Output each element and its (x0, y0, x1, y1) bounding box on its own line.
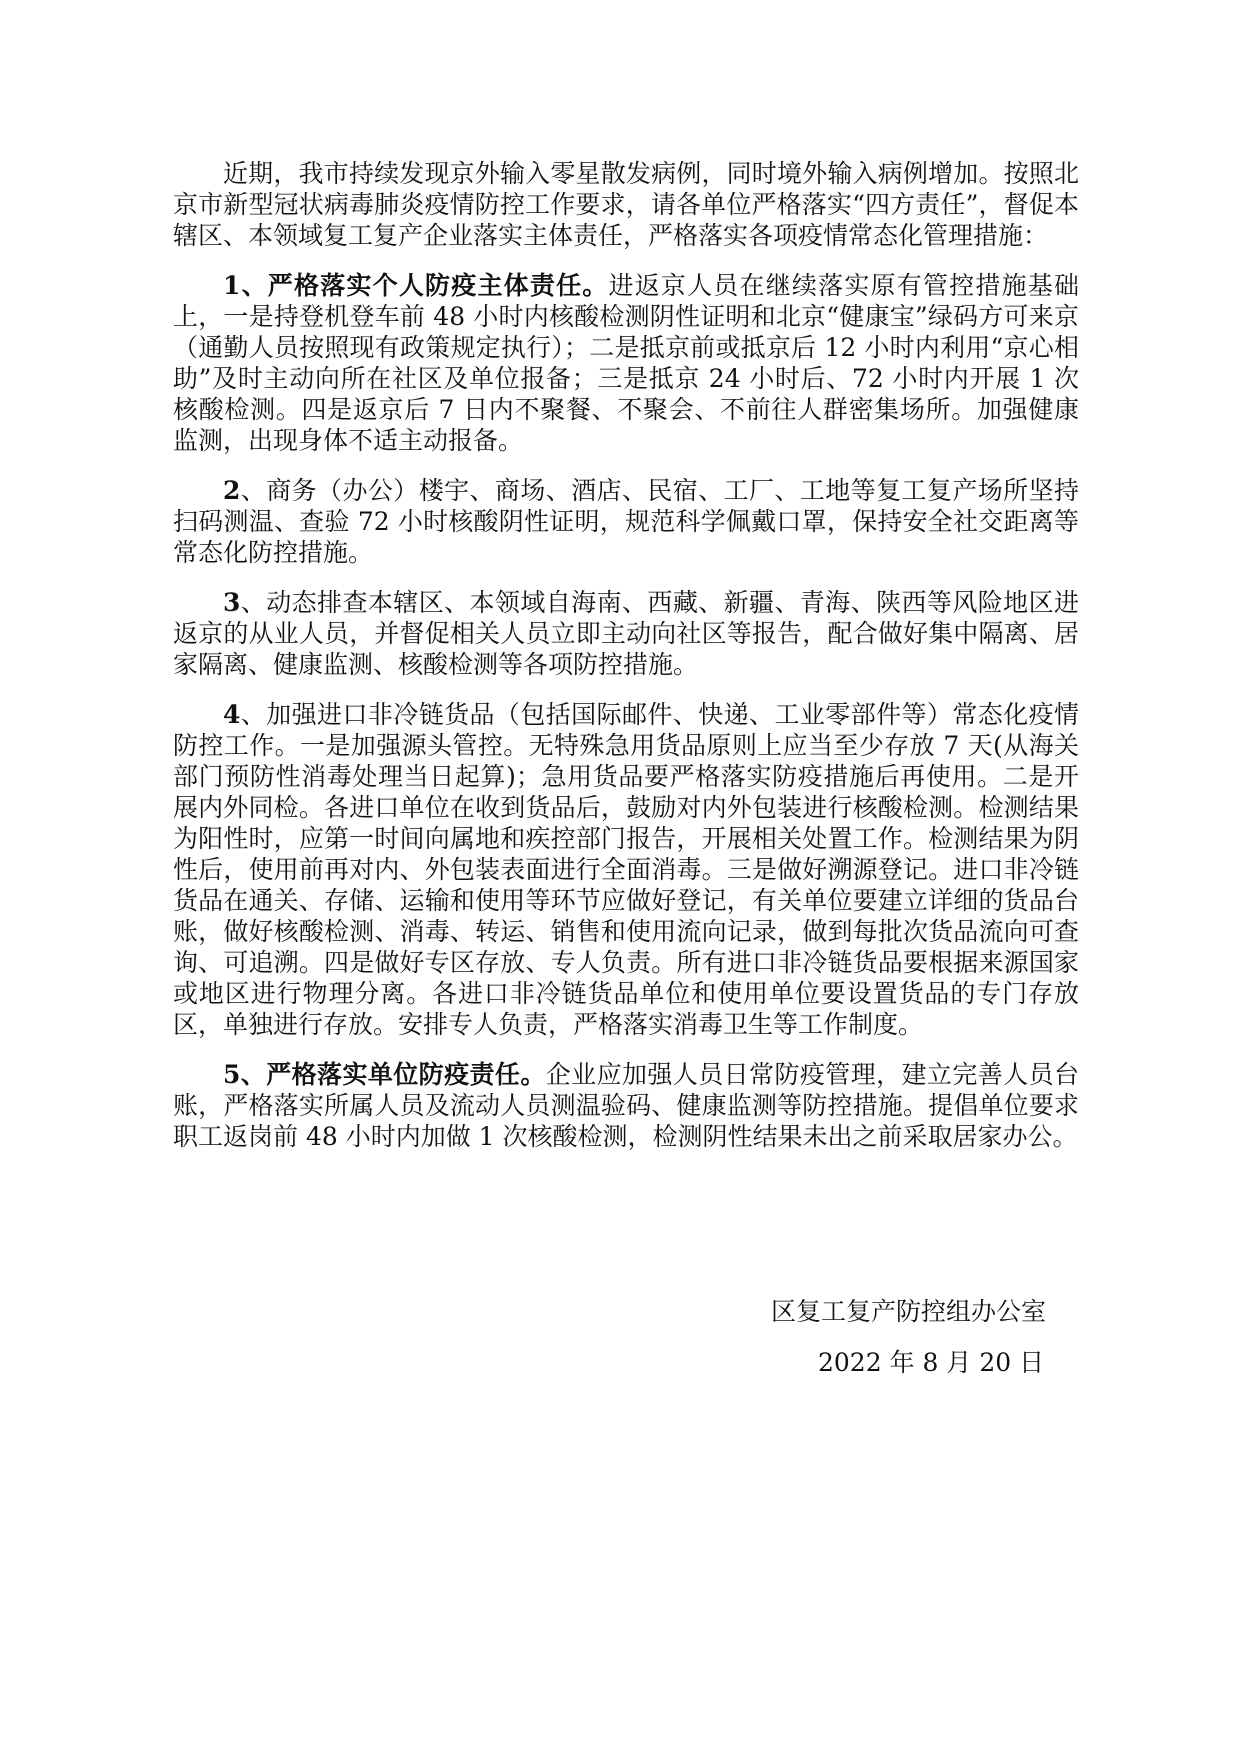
paragraph-lead: 1、严格落实个人防疫主体责任。 (223, 271, 609, 300)
paragraph-intro (173, 158, 1079, 251)
paragraph-text: 、商务（办公）楼宇、商场、酒店、民宿、工厂、工地等复工复产场所坚持扫码测温、查验 72 小时核酸阴性证明，规范科学佩戴口罩，保持安全社交距离等常态化防控措施。 (173, 476, 1079, 567)
paragraph-text: 近期，我市持续发现京外输入零星散发病例，同时境外输入病例增加。按照北京市新型冠状病毒肺炎疫情防控工作要求，请各单位严格落实“四方责任”，督促本辖区、本领域复工复产企业落实主体责任，严格落实各项疫情常态化管理措施： (173, 159, 1079, 250)
paragraph-item-1 (173, 270, 1079, 456)
paragraph-lead: 3 (223, 588, 241, 617)
paragraph-text: 企业应加强人员日常防疫管理，建立完善人员台账，严格落实所属人员及流动人员测温验码、健康监测等防控措施。提倡单位要求职工返岗前 48 小时内加做 1 次核酸检测，检测阴性结果未出之前采取居家办公。 (173, 1060, 1079, 1151)
paragraph-text: 进返京人员在继续落实原有管控措施基础上，一是持登机登车前 48 小时内核酸检测阴性证明和北京“健康宝”绿码方可来京（通勤人员按照现有政策规定执行）；二是抵京前或抵京后 12 小时内利用“京心相助”及时主动向所在社区及单位报备；三是抵京 24 小时后、72 小时内开展 1 次核酸检测。四是返京后 7 日内不聚餐、不聚会、不前往人群密集场所。加强健康监测，出现身体不适主动报备。 (173, 271, 1079, 455)
paragraph-item-3 (173, 587, 1079, 680)
paragraph-item-2 (173, 475, 1079, 568)
paragraph-lead: 4 (223, 700, 241, 729)
paragraph-text: 、动态排查本辖区、本领域自海南、西藏、新疆、青海、陕西等风险地区进返京的从业人员，并督促相关人员立即主动向社区等报告，配合做好集中隔离、居家隔离、健康监测、核酸检测等各项防控措施。 (173, 588, 1079, 679)
paragraph-item-4 (173, 699, 1079, 1040)
paragraph-item-5 (173, 1059, 1079, 1152)
paragraph-text: 、加强进口非冷链货品（包括国际邮件、快递、工业零部件等）常态化疫情防控工作。一是加强源头管控。无特殊急用货品原则上应当至少存放 7 天(从海关部门预防性消毒处理当日起算)；急用货品要严格落实防疫措施后再使用。二是开展内外同检。各进口单位在收到货品后，鼓励对内外包装进行核酸检测。检测结果为阳性时，应第一时间向属地和疾控部门报告，开展相关处置工作。检测结果为阴性后，使用前再对内、外包装表面进行全面消毒。三是做好溯源登记。进口非冷链货品在通关、存储、运输和使用等环节应做好登记，有关单位要建立详细的货品台账，做好核酸检测、消毒、转运、销售和使用流向记录，做到每批次货品流向可查询、可追溯。四是做好专区存放、专人负责。所有进口非冷链货品要根据来源国家或地区进行物理分离。各进口非冷链货品单位和使用单位要设置货品的专门存放区，单独进行存放。安排专人负责，严格落实消毒卫生等工作制度。 (173, 700, 1079, 1039)
paragraph-lead: 5、严格落实单位防疫责任。 (223, 1060, 546, 1089)
document-body (173, 158, 1079, 1171)
signature-organization: 区复工复产防控组办公室 (771, 1297, 1047, 1326)
paragraph-lead: 2 (223, 476, 241, 505)
signature-date: 2022 年 8 月 20 日 (818, 1348, 1045, 1377)
